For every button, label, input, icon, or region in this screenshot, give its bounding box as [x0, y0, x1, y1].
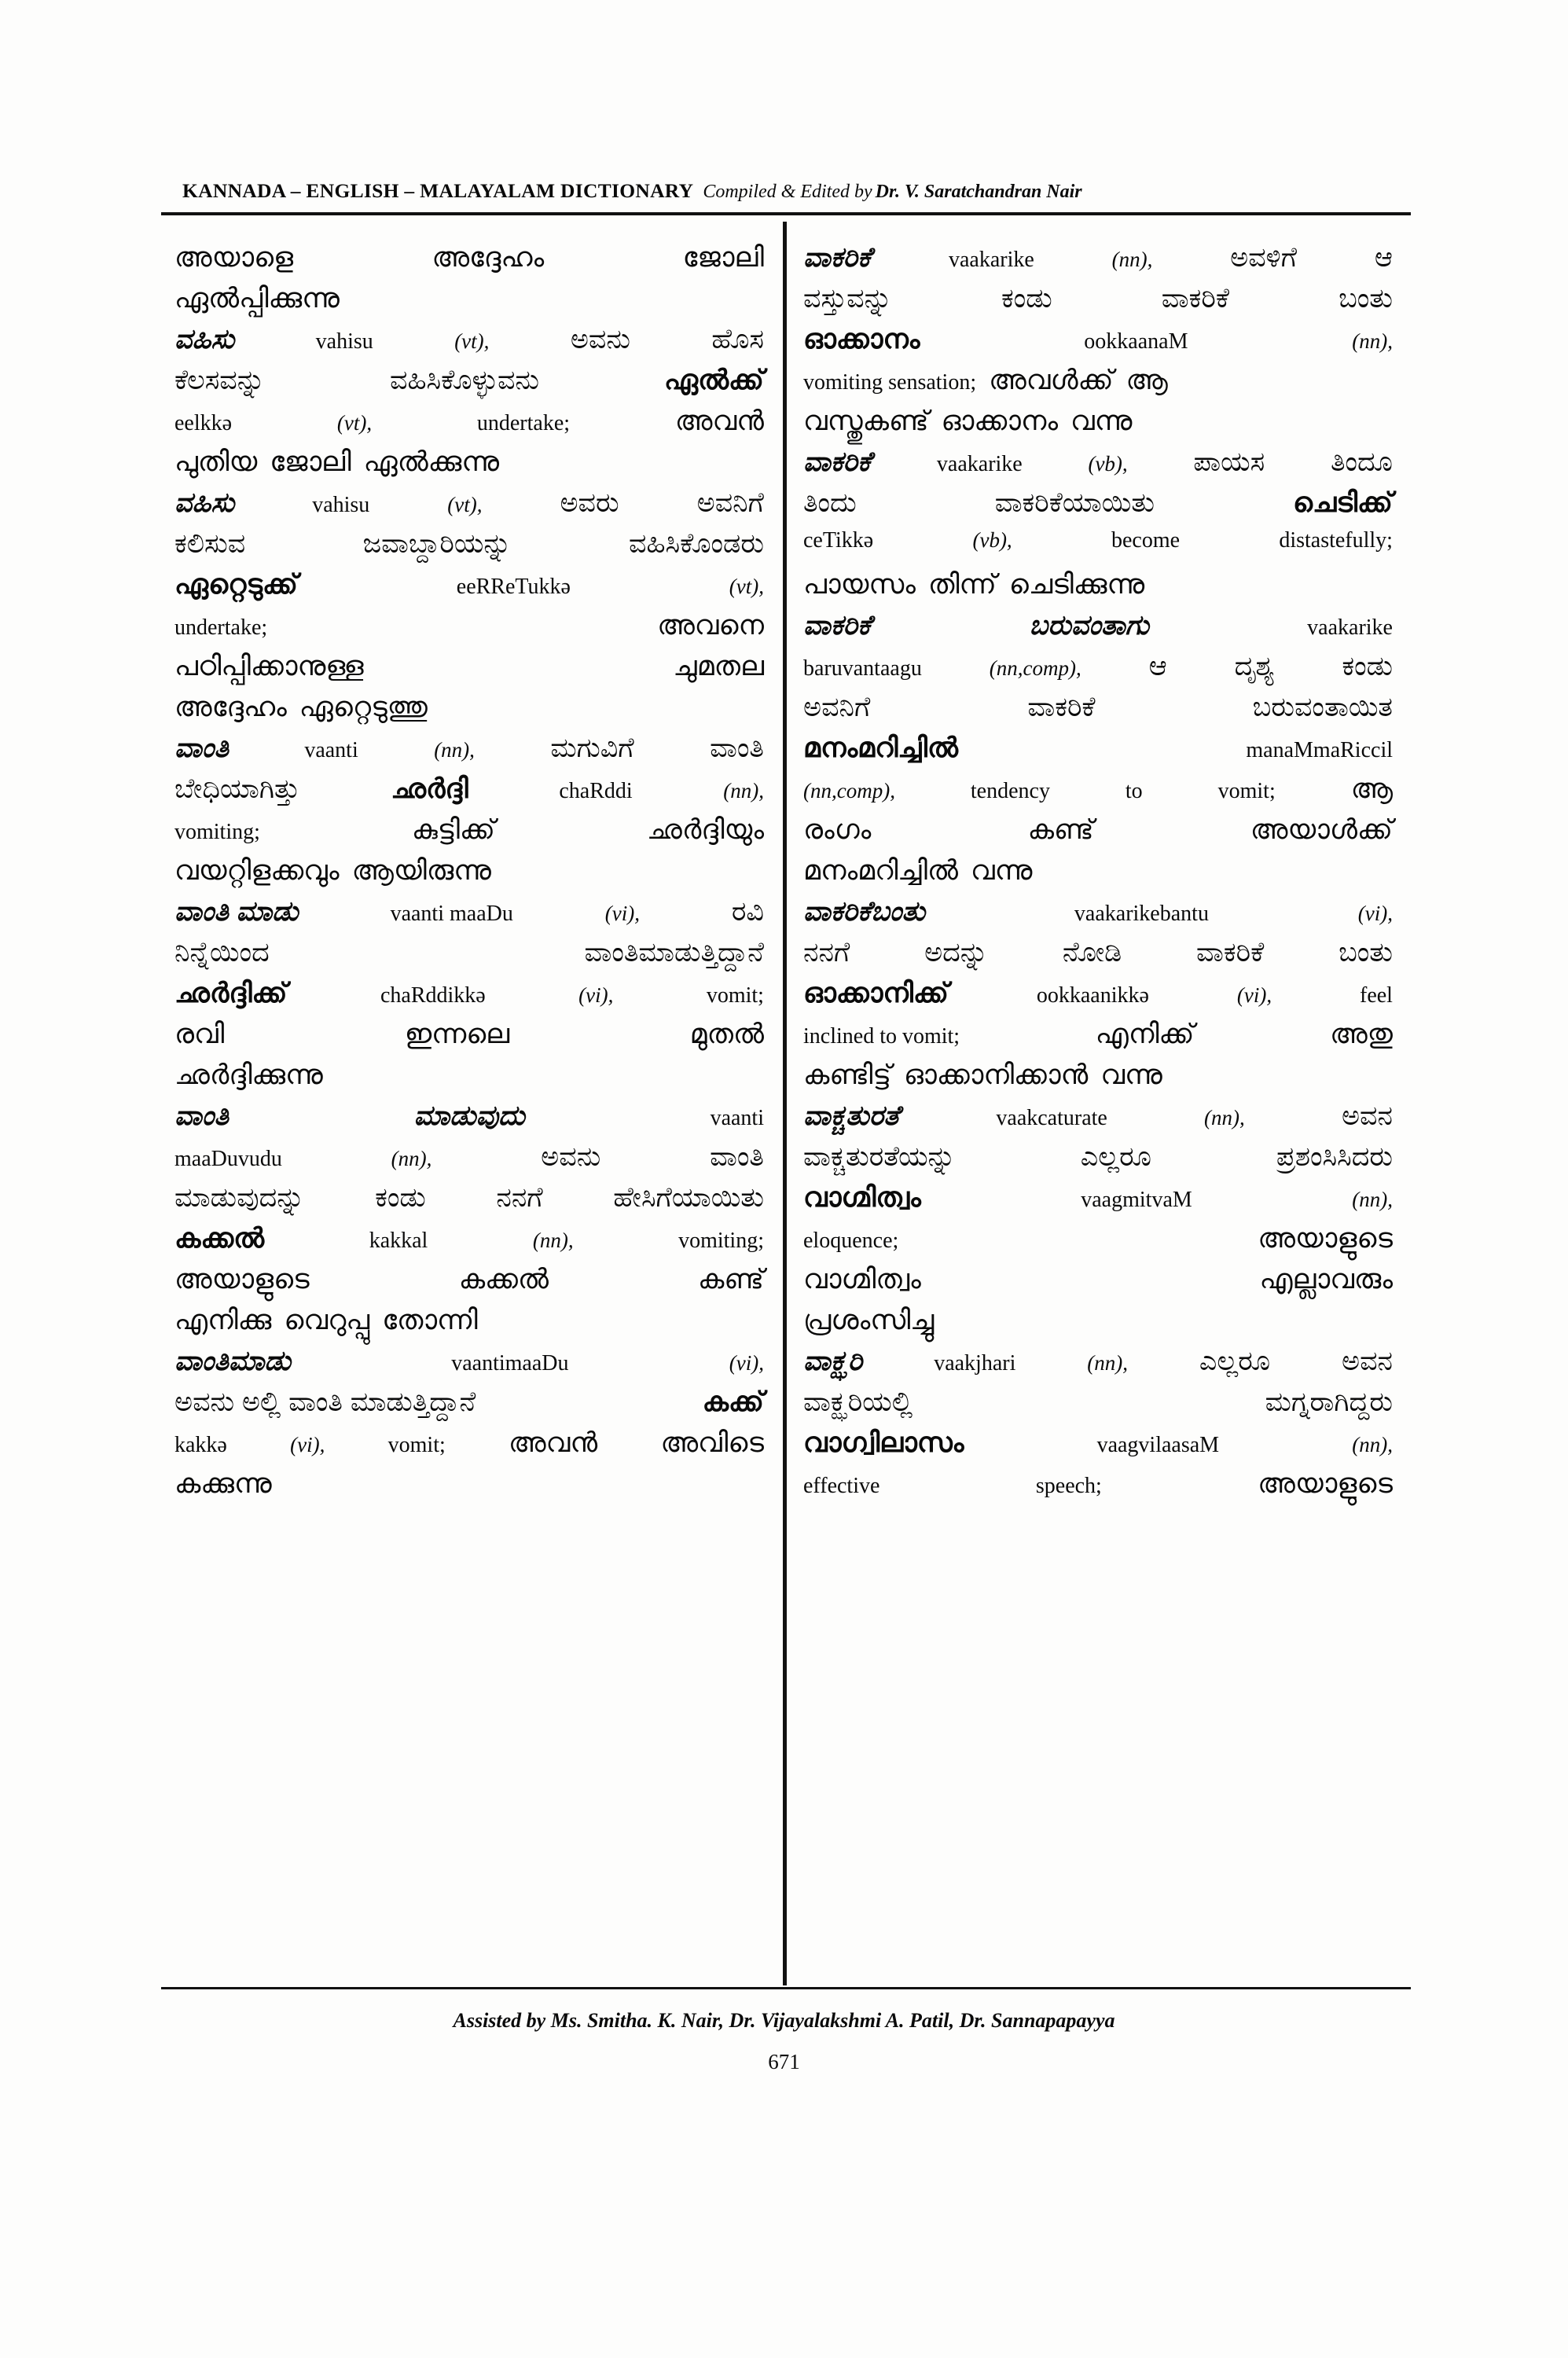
right_column-line	[803, 652, 1393, 693]
part-of-speech: (vi),	[729, 1351, 764, 1375]
example-text: എനിക്ക്	[1095, 1019, 1195, 1049]
headword: കക്ക്	[702, 1387, 764, 1417]
right_column-line	[803, 898, 1393, 938]
transliteration: vahisu	[312, 493, 370, 517]
example-text: ದೃಶ್ಯ	[1234, 651, 1275, 681]
english-gloss: effective	[803, 1474, 880, 1498]
right_column-line	[803, 1061, 1393, 1102]
right_column-line	[803, 407, 1393, 448]
transliteration: kakkə	[174, 1433, 227, 1457]
example-text: ಎಲ್ಲರೂ	[1199, 1346, 1271, 1376]
example-text: പഠിപ്പിക്കാനുള്ള	[174, 651, 364, 681]
running-head-title: KANNADA – ENGLISH – MALAYALAM DICTIONARY	[182, 179, 694, 202]
example-text: ಜವಾಬ್ದಾರಿಯನ್ನು	[362, 528, 512, 559]
part-of-speech: (nn,comp),	[803, 779, 895, 803]
left_column-line	[174, 1102, 764, 1143]
headword: ವಾಕ್ಚತುರತೆ	[803, 1100, 900, 1131]
headword: ഓക്കാനിക്ക്	[803, 978, 949, 1008]
headword: ವಾಕರಿಕೆ	[803, 610, 872, 641]
example-text: ಅವನು ಅಲ್ಲಿ ವಾಂತಿ ಮಾಡುತ್ತಿದ್ದಾನೆ	[174, 1387, 476, 1417]
example-text: വസ്തുകണ്ട്	[803, 406, 929, 436]
part-of-speech: (vi),	[604, 902, 640, 925]
example-text: ವಾಂತಿಮಾಡುತ್ತಿದ್ದಾನೆ	[584, 937, 764, 968]
english-gloss: vomiting;	[678, 1229, 764, 1253]
part-of-speech: (nn),	[1087, 1351, 1129, 1375]
headword: ഏറ്റെടുക്ക്	[174, 569, 298, 600]
transliteration: vaakarike	[936, 452, 1023, 476]
headword: ವಹಿಸು	[174, 487, 235, 518]
part-of-speech: (vt),	[336, 411, 373, 435]
headword: വാഗ്മിത്വം	[803, 1182, 921, 1213]
part-of-speech: (vb),	[972, 528, 1012, 552]
right_column-line	[803, 979, 1393, 1020]
example-text: ಅವನು	[570, 324, 630, 354]
example-text: ನನಗೆ	[803, 937, 850, 968]
example-text: ಪ್ರಶಂಸಿಸಿದರು	[1276, 1141, 1393, 1172]
right_column-line	[803, 1102, 1393, 1143]
example-text: തോന്നി	[382, 1305, 478, 1335]
right_column-line	[803, 1265, 1393, 1306]
example-text: ಬೇಧಿಯಾಗಿತ್ತು	[174, 773, 300, 804]
headword: ಬರುವಂತಾಗು	[1029, 610, 1149, 641]
example-text: ವಾಕರಿಕೆ	[1196, 937, 1265, 968]
transliteration: eelkkə	[174, 411, 233, 435]
left_column-line	[174, 979, 764, 1020]
part-of-speech: (vi),	[290, 1433, 325, 1456]
example-text: ಬಂತು	[1338, 937, 1393, 968]
assisted-by-note: Assisted by Ms. Smitha. K. Nair, Dr. Vijayalakshmi A. Patil, Dr. Sannapapayya	[453, 2009, 1115, 2032]
headword: ವಾಂತಿಮಾಡು	[174, 1346, 291, 1376]
left_column-line	[174, 1143, 764, 1184]
example-text: ವಹಿಸಿಕೊಂಡರು	[628, 528, 764, 559]
example-text: ವಾಕ್ಚತುರತೆಯನ್ನು	[803, 1141, 956, 1172]
part-of-speech: (vi),	[1357, 902, 1393, 925]
example-text: ಕಂಡು	[1001, 283, 1052, 314]
example-text: ആ	[1126, 365, 1168, 395]
transliteration: chaRddikkə	[380, 983, 486, 1008]
right_column-line	[803, 366, 1393, 407]
headword: ವಾಕರಿಕೆಬಂತು	[803, 896, 926, 927]
transliteration: ookkaanikkə	[1036, 983, 1149, 1008]
example-text: ವಾಕರಿಕೆ	[1027, 692, 1096, 722]
transliteration: vaanti maaDu	[390, 902, 513, 926]
part-of-speech: (nn),	[1352, 1433, 1393, 1456]
running-head-compiled-label: Compiled & Edited by	[703, 182, 872, 202]
right_column-line	[803, 816, 1393, 857]
part-of-speech: (vt),	[454, 329, 490, 353]
example-text: ವಹಿಸಿಕೊಳ್ಳುವನು	[390, 365, 540, 395]
part-of-speech: (nn),	[1204, 1106, 1245, 1129]
left_column-line	[174, 489, 764, 530]
example-text: ಅದನ್ನು	[924, 937, 989, 968]
english-gloss: eloquence;	[803, 1229, 899, 1253]
left_column-line	[174, 448, 764, 489]
example-text: അദ്ദേഹം	[174, 692, 287, 722]
left_column-line	[174, 1265, 764, 1306]
example-text: ವಾಂತಿ	[710, 1141, 764, 1172]
transliteration: chaRddi	[559, 779, 633, 803]
example-text: ഛർദ്ദിക്കുന്നു	[174, 1060, 323, 1090]
example-text: വന്നു	[970, 855, 1033, 886]
transliteration: ookkaanaM	[1084, 329, 1188, 354]
example-text: അതു	[1330, 1019, 1393, 1049]
transliteration: kakkal	[369, 1229, 428, 1253]
part-of-speech: (nn),	[532, 1229, 574, 1252]
example-text: ವಾಕರಿಕೆಯಾಯಿತು	[994, 487, 1155, 518]
example-text: ನೋಡಿ	[1062, 937, 1122, 968]
example-text: ഇന്നലെ	[404, 1019, 510, 1049]
part-of-speech: (nn),	[1352, 329, 1393, 353]
right_column-line	[803, 1429, 1393, 1470]
headword: മനംമറിച്ചിൽ	[803, 733, 958, 763]
right_column-line	[803, 325, 1393, 366]
part-of-speech: (vi),	[578, 983, 614, 1007]
right_column-line	[803, 448, 1393, 489]
transliteration: vaakarike	[949, 248, 1034, 272]
example-text: ചെടിക്കുന്നു	[1008, 569, 1145, 600]
part-of-speech: (vi),	[1236, 983, 1272, 1007]
left_column-line	[174, 325, 764, 366]
left_column-line	[174, 734, 764, 775]
left_column-line	[174, 1388, 764, 1429]
left_column-line	[174, 857, 764, 898]
right_column-line	[803, 857, 1393, 898]
english-gloss: vomit;	[706, 983, 764, 1008]
right-column	[803, 244, 1393, 1511]
example-text: ಅವನು	[541, 1141, 601, 1172]
right_column-line	[803, 244, 1393, 285]
example-text: ഏൽക്കുന്നു	[363, 446, 500, 477]
example-text: വയറ്റിളക്കവും	[174, 855, 340, 886]
left_column-line	[174, 530, 764, 571]
example-text: ಆ	[1374, 242, 1393, 273]
example-text: അവിടെ	[660, 1427, 764, 1458]
headword: ವಾಂತಿ ಮಾಡು	[174, 896, 299, 927]
left_column-line	[174, 407, 764, 448]
part-of-speech: (nn),	[1352, 1188, 1393, 1211]
left_column-line	[174, 1306, 764, 1347]
example-text: ವಸ್ತುವನ್ನು	[803, 283, 892, 314]
example-text: പുതിയ	[174, 446, 258, 477]
left_column-line	[174, 1225, 764, 1265]
example-text: ರವಿ	[731, 896, 764, 927]
right_column-line	[803, 489, 1393, 530]
footer-rule	[161, 1987, 1411, 1989]
headword: ഓക്കാനം	[803, 324, 920, 354]
running-head	[182, 179, 1393, 203]
headword: ವಾಕರಿಕೆ	[803, 242, 872, 273]
example-text: തിന്ന്	[927, 569, 997, 600]
headword: ഛർദ്ദി	[391, 773, 468, 804]
running-head-editor: Dr. V. Saratchandran Nair	[875, 182, 1082, 202]
left_column-line	[174, 1429, 764, 1470]
example-text: അയാളുടെ	[174, 1264, 310, 1295]
left_column-line	[174, 775, 764, 816]
headword: ವಹಿಸು	[174, 324, 235, 354]
left_column-line	[174, 816, 764, 857]
part-of-speech: (vt),	[729, 575, 764, 598]
example-text: അയാളുടെ	[1258, 1468, 1393, 1499]
example-text: അവൻ	[509, 1427, 598, 1458]
english-gloss: tendency	[970, 779, 1050, 803]
example-text: ಅವನ	[1342, 1346, 1393, 1376]
example-text: ಬಂತು	[1338, 283, 1393, 314]
example-text: കണ്ട്	[698, 1264, 764, 1295]
example-text: ಹೊಸ	[711, 324, 764, 354]
right_column-line	[803, 612, 1393, 652]
left_column-line	[174, 938, 764, 979]
english-gloss: vomiting;	[174, 820, 260, 844]
transliteration: vaagmitvaM	[1081, 1188, 1192, 1212]
example-text: അദ്ദേഹം	[431, 242, 545, 273]
example-text: രവി	[174, 1019, 225, 1049]
transliteration: vaakjhari	[934, 1351, 1016, 1376]
headword: ವಾಕ್ಝರಿ	[803, 1346, 863, 1376]
example-text: അവൻ	[674, 406, 764, 436]
example-text: കണ്ട്	[1027, 814, 1094, 845]
example-text: ತಿಂದೂ	[1330, 446, 1393, 477]
example-text: ಮಾಡುವುದನ್ನು	[174, 1182, 305, 1213]
left_column-line	[174, 244, 764, 285]
example-text: ಅವಳಿಗೆ	[1230, 242, 1298, 273]
left_column-line	[174, 898, 764, 938]
right_column-line	[803, 1388, 1393, 1429]
example-text: കക്കുന്നു	[174, 1468, 272, 1499]
example-text: പായസം	[803, 569, 916, 600]
example-text: ജോലി	[682, 242, 764, 273]
right_column-line	[803, 1470, 1393, 1511]
example-text: മുതൽ	[689, 1019, 764, 1049]
example-text: ಮಗ್ನರಾಗಿದ್ದರು	[1265, 1387, 1393, 1417]
english-gloss: vomit;	[387, 1433, 446, 1457]
left_column-line	[174, 1347, 764, 1388]
right_column-line	[803, 1184, 1393, 1225]
headword: ವಾಕರಿಕೆ	[803, 446, 872, 477]
transliteration: vaantimaaDu	[451, 1351, 569, 1376]
example-text: ಆ	[1148, 651, 1167, 681]
column-divider-rule	[783, 222, 787, 1985]
example-text: അവൾക്ക്	[989, 365, 1114, 395]
transliteration: vaakarike	[1307, 615, 1393, 640]
example-text: വന്നു	[1070, 406, 1133, 436]
english-gloss: undertake;	[476, 411, 571, 435]
left_column-line	[174, 1184, 764, 1225]
example-text: ಕಂಡು	[1342, 651, 1393, 681]
part-of-speech: (nn,comp),	[989, 656, 1081, 680]
example-text: അയാളുടെ	[1258, 1223, 1393, 1254]
example-text: ನಿನ್ನೆಯಿಂದ	[174, 937, 270, 968]
english-gloss: vomiting sensation;	[803, 370, 977, 395]
example-text: ചുമതല	[673, 651, 764, 681]
right_column-line	[803, 571, 1393, 612]
right_column-line	[803, 1020, 1393, 1061]
example-text: ಅವರು	[560, 487, 619, 518]
example-text: രംഗം	[803, 814, 872, 845]
transliteration: vaakcaturate	[996, 1106, 1107, 1130]
english-gloss: undertake;	[174, 615, 268, 640]
example-text: ಕಂಡು	[375, 1182, 426, 1213]
headword: വാഗ്വിലാസം	[803, 1427, 964, 1458]
example-text: കുട്ടിക്ക്	[411, 814, 495, 845]
transliteration: vahisu	[315, 329, 373, 354]
example-text: ಅವನಿಗೆ	[803, 692, 871, 722]
example-text: എല്ലാവരും	[1259, 1264, 1393, 1295]
right_column-line	[803, 1143, 1393, 1184]
example-text: ಅವನಿಗೆ	[696, 487, 764, 518]
transliteration: maaDuvudu	[174, 1147, 282, 1171]
part-of-speech: (nn),	[1111, 248, 1153, 271]
transliteration: vaanti	[710, 1106, 764, 1130]
headword: ಮಾಡುವುದು	[413, 1100, 525, 1131]
english-gloss: speech;	[1035, 1474, 1102, 1498]
header-rule	[161, 212, 1411, 215]
english-gloss: become	[1111, 528, 1181, 553]
example-text: ನನಗೆ	[496, 1182, 543, 1213]
left_column-line	[174, 612, 764, 652]
right_column-line	[803, 530, 1393, 571]
example-text: ಪಾಯಸ	[1193, 446, 1265, 477]
right_column-line	[803, 734, 1393, 775]
transliteration: manaMmaRiccil	[1246, 738, 1393, 762]
example-text: അയാളെ	[174, 242, 294, 273]
example-text: കണ്ടിട്ട്	[803, 1060, 892, 1090]
right_column-line	[803, 693, 1393, 734]
example-text: ഏറ്റെടുത്തു	[299, 692, 428, 722]
left_column-line	[174, 366, 764, 407]
right_column-line	[803, 1347, 1393, 1388]
part-of-speech: (nn),	[434, 738, 475, 762]
example-text: ഓക്കാനം	[941, 406, 1059, 436]
right_column-line	[803, 938, 1393, 979]
example-text: അവനെ	[657, 610, 764, 641]
example-text: ഛർദ്ദിയും	[646, 814, 764, 845]
left_column-line	[174, 1020, 764, 1061]
left_column-line	[174, 652, 764, 693]
example-text: ഓക്കാനിക്കാൻ	[904, 1060, 1089, 1090]
part-of-speech: (vb),	[1088, 452, 1128, 476]
headword: ഏൽക്ക്	[663, 365, 764, 395]
example-text: മനംമറിച്ചിൽ	[803, 855, 958, 886]
left_column-line	[174, 285, 764, 325]
example-text: ವಾಕರಿಕೆ	[1161, 283, 1230, 314]
left-column	[174, 244, 764, 1511]
example-text: കക്കൽ	[458, 1264, 549, 1295]
left_column-line	[174, 571, 764, 612]
example-text: ಕಲಿಸುವ	[174, 528, 246, 559]
headword: ഛർദ്ദിക്ക്	[174, 978, 288, 1008]
example-text: ಹೇಸಿಗೆಯಾಯಿತು	[613, 1182, 764, 1213]
example-text: പ്രശംസിച്ചു	[803, 1305, 935, 1335]
example-text: ವಾಂತಿ	[710, 733, 764, 763]
transliteration: vaakarikebantu	[1074, 902, 1209, 926]
transliteration: vaagvilaasaM	[1096, 1433, 1220, 1457]
left_column-line	[174, 1470, 764, 1511]
english-gloss: inclined to vomit;	[803, 1024, 960, 1049]
example-text: എനിക്കു	[174, 1305, 272, 1335]
example-text: വന്നു	[1100, 1060, 1162, 1090]
part-of-speech: (nn),	[391, 1147, 432, 1170]
part-of-speech: (nn),	[723, 779, 764, 803]
right_column-line	[803, 775, 1393, 816]
english-gloss: distastefully;	[1279, 528, 1393, 553]
example-text: ಬರುವಂತಾಯಿತ	[1252, 692, 1393, 722]
example-text: ವಾಕ್ಝರಿಯಲ್ಲಿ	[803, 1387, 913, 1417]
transliteration: ceTikkə	[803, 528, 874, 553]
right_column-line	[803, 285, 1393, 325]
transliteration: eeRReTukkə	[456, 575, 571, 599]
example-text: ആ	[1350, 773, 1393, 804]
headword: ವಾಂತಿ	[174, 1100, 229, 1131]
headword: ವಾಂತಿ	[174, 733, 229, 763]
english-gloss: vomit;	[1217, 779, 1276, 803]
right_column-line	[803, 1306, 1393, 1347]
example-text: അയാൾക്ക്	[1250, 814, 1393, 845]
example-text: വെറുപ്പു	[284, 1305, 370, 1335]
example-text: ജോലി	[270, 446, 351, 477]
english-gloss: feel	[1360, 983, 1393, 1008]
example-text: ಕೆಲಸವನ್ನು	[174, 365, 266, 395]
right_column-line	[803, 1225, 1393, 1265]
transliteration: baruvantaagu	[803, 656, 922, 681]
left_column-line	[174, 1061, 764, 1102]
part-of-speech: (vt),	[447, 493, 483, 516]
headword: കക്കൽ	[174, 1223, 265, 1254]
left_column-line	[174, 693, 764, 734]
example-text: ಮಗುವಿಗೆ	[550, 733, 634, 763]
example-text: ആയിരുന്നു	[351, 855, 491, 886]
example-text: ಅವನ	[1341, 1100, 1393, 1131]
example-text: വാഗ്മിത്വം	[803, 1264, 921, 1295]
example-text: ತಿಂದು	[803, 487, 857, 518]
transliteration: vaanti	[304, 738, 358, 762]
english-gloss: to	[1125, 779, 1143, 803]
example-text: ಎಲ್ಲರೂ	[1080, 1141, 1151, 1172]
headword: ചെടിക്ക്	[1292, 487, 1393, 518]
example-text: ഏൽപ്പിക്കുന്നു	[174, 283, 340, 314]
page-number: 671	[768, 2050, 800, 2073]
